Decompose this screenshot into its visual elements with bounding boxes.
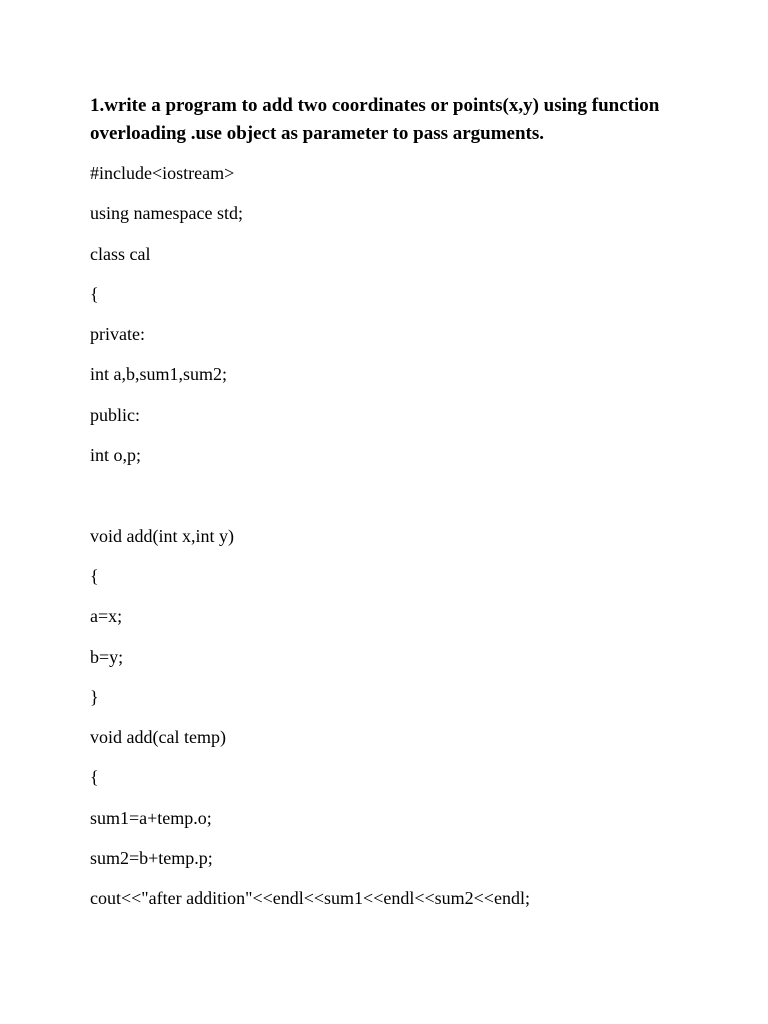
code-line: void add(cal temp) — [90, 727, 226, 748]
code-line: a=x; — [90, 606, 123, 627]
code-line: private: — [90, 324, 145, 345]
code-line: { — [90, 767, 99, 788]
code-line: { — [90, 283, 99, 304]
code-line: sum1=a+temp.o; — [90, 807, 212, 828]
code-line: class cal — [90, 243, 151, 264]
code-line: } — [90, 686, 99, 707]
code-line: public: — [90, 404, 140, 425]
question-heading: 1.write a program to add two coordinates or points(x,y) using function overloading .use object as parameter to pass arguments. — [90, 95, 660, 144]
code-line: #include<iostream> — [90, 163, 235, 183]
code-line: cout<<"after addition"<<endl<<sum1<<endl<<sum2<<endl; — [90, 888, 530, 909]
code-line: int o,p; — [90, 445, 142, 466]
code-blank-line — [90, 483, 730, 523]
code-line: { — [90, 565, 99, 586]
code-line: int a,b,sum1,sum2; — [90, 364, 228, 385]
code-listing — [90, 161, 730, 927]
code-line: void add(int x,int y) — [90, 525, 234, 546]
code-line: b=y; — [90, 646, 124, 667]
code-line: sum2=b+temp.p; — [90, 848, 213, 869]
code-line: using namespace std; — [90, 203, 243, 224]
